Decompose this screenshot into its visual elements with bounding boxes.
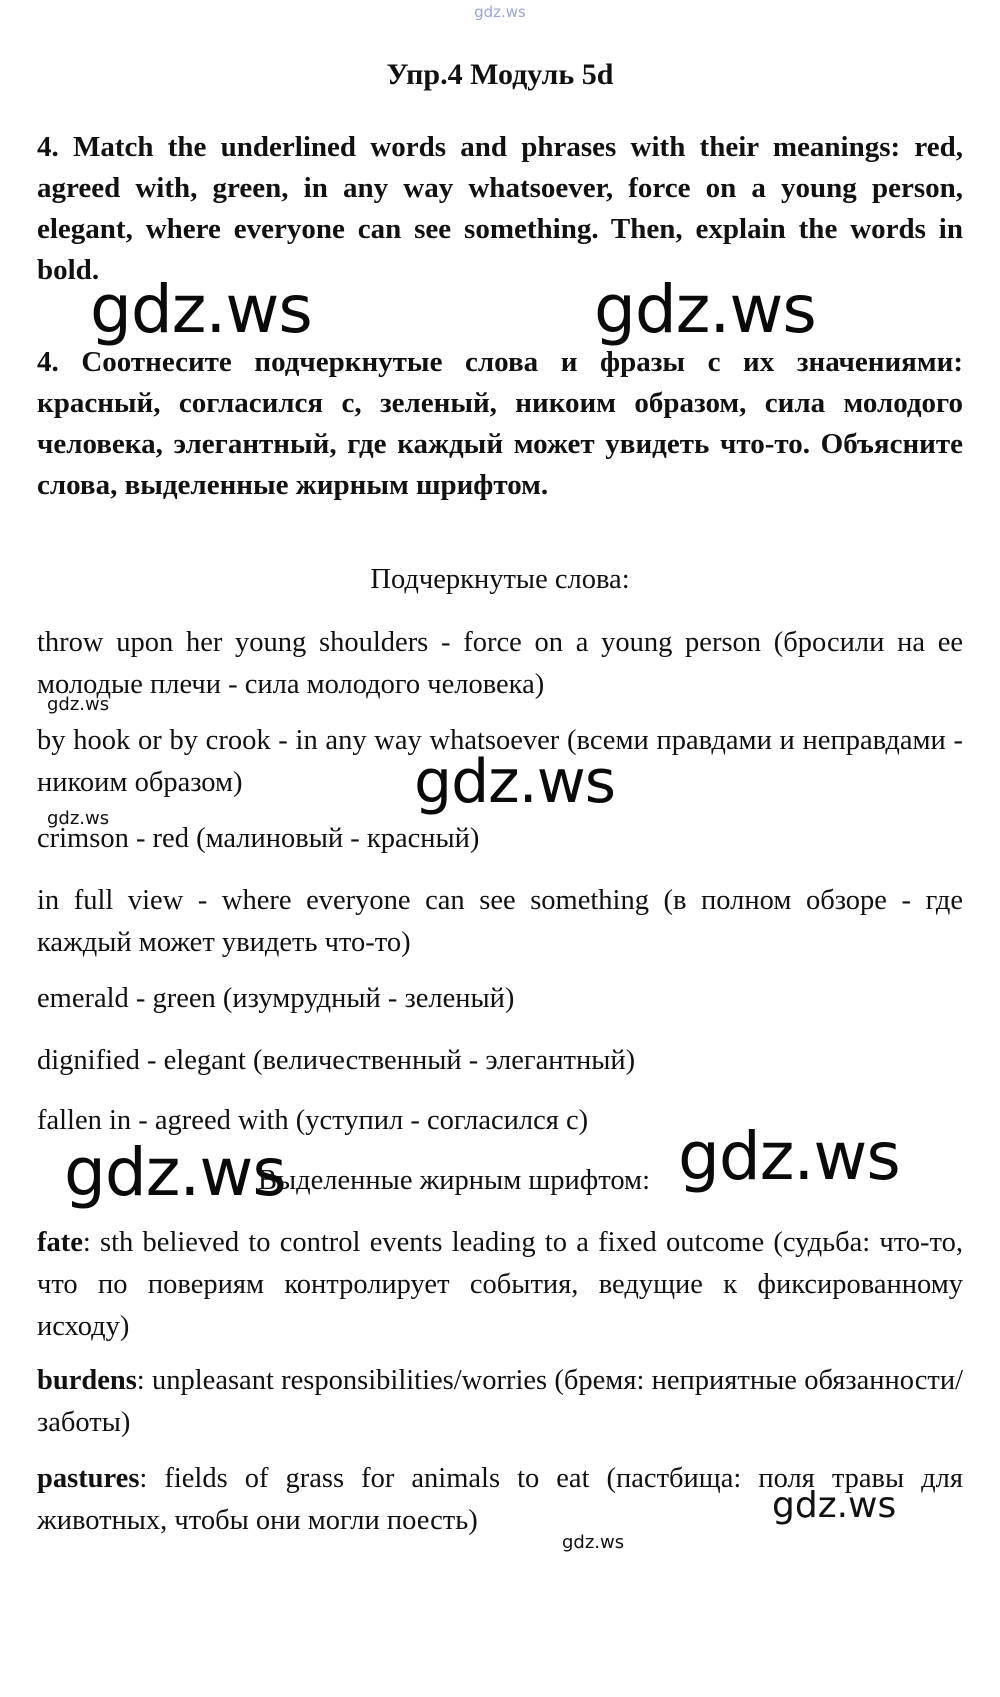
bold-heading: Выделенные жирным шрифтом:	[258, 1165, 651, 1196]
underlined-item-6: dignified - elegant (величественный - элегантный)	[37, 1045, 636, 1076]
underlined-item-3: crimson - red (малиновый - красный)	[37, 823, 480, 854]
watermark-small-1: gdz.ws	[47, 694, 110, 715]
watermark-small-3: gdz.ws	[562, 1532, 625, 1553]
watermark-big-4: gdz.ws	[678, 1118, 900, 1195]
bold-definition: : sth believed to control events leading to a fixed outcome (судьба: что-то, что по повериям контролирует события, ведущие к фиксированному исходу)	[37, 1227, 963, 1342]
underlined-item-7: fallen in - agreed with (уступил - согласился с)	[37, 1105, 589, 1136]
underlined-item-1: throw upon her young shoulders - force on a young person (бросили на ее молодые плечи - сила молодого человека)	[37, 627, 963, 700]
underlined-item-2: by hook or by crook - in any way whatsoever (всеми правдами и неправдами - никоим образом)	[37, 725, 963, 798]
watermark-mid-1: gdz.ws	[414, 747, 616, 817]
page-title: Упр.4 Модуль 5d	[386, 58, 614, 91]
bold-item-fate	[37, 1222, 963, 1348]
bold-term: burdens	[37, 1365, 137, 1396]
bold-definition: : fields of grass for animals to eat (пастбища: поля травы для животных, чтобы они могли поесть)	[37, 1463, 963, 1536]
bold-item-burdens	[37, 1360, 963, 1444]
watermark-big-3: gdz.ws	[64, 1134, 286, 1211]
underlined-item-4: in full view - where everyone can see something (в полном обзоре - где каждый может увидеть что-то)	[37, 885, 963, 958]
task-russian: 4. Соотнесите подчеркнутые слова и фразы с их значениями: красный, согласился с, зеленый, никоим образом, сила молодого человека, элегантный, где каждый может увидеть что-то. Объясните слова, выделенные жирным шрифтом.	[37, 346, 963, 501]
underlined-heading: Подчеркнутые слова:	[370, 564, 630, 595]
header-watermark: gdz.ws	[474, 3, 526, 21]
watermark-mid-2: gdz.ws	[772, 1485, 897, 1526]
task-english: 4. Match the underlined words and phrases with their meanings: red, agreed with, green, in any way whatsoever, force on a young person, elegant, where everyone can see something. Then, explain the words in bold.	[37, 131, 963, 286]
watermark-big-1: gdz.ws	[90, 271, 312, 348]
bold-term: pastures	[37, 1463, 140, 1494]
watermark-big-2: gdz.ws	[594, 271, 816, 348]
bold-term: fate	[37, 1227, 83, 1258]
watermark-small-2: gdz.ws	[47, 808, 110, 829]
underlined-item-5: emerald - green (изумрудный - зеленый)	[37, 983, 515, 1014]
bold-definition: : unpleasant responsibilities/worries (бремя: неприятные обязанности/заботы)	[37, 1365, 963, 1438]
